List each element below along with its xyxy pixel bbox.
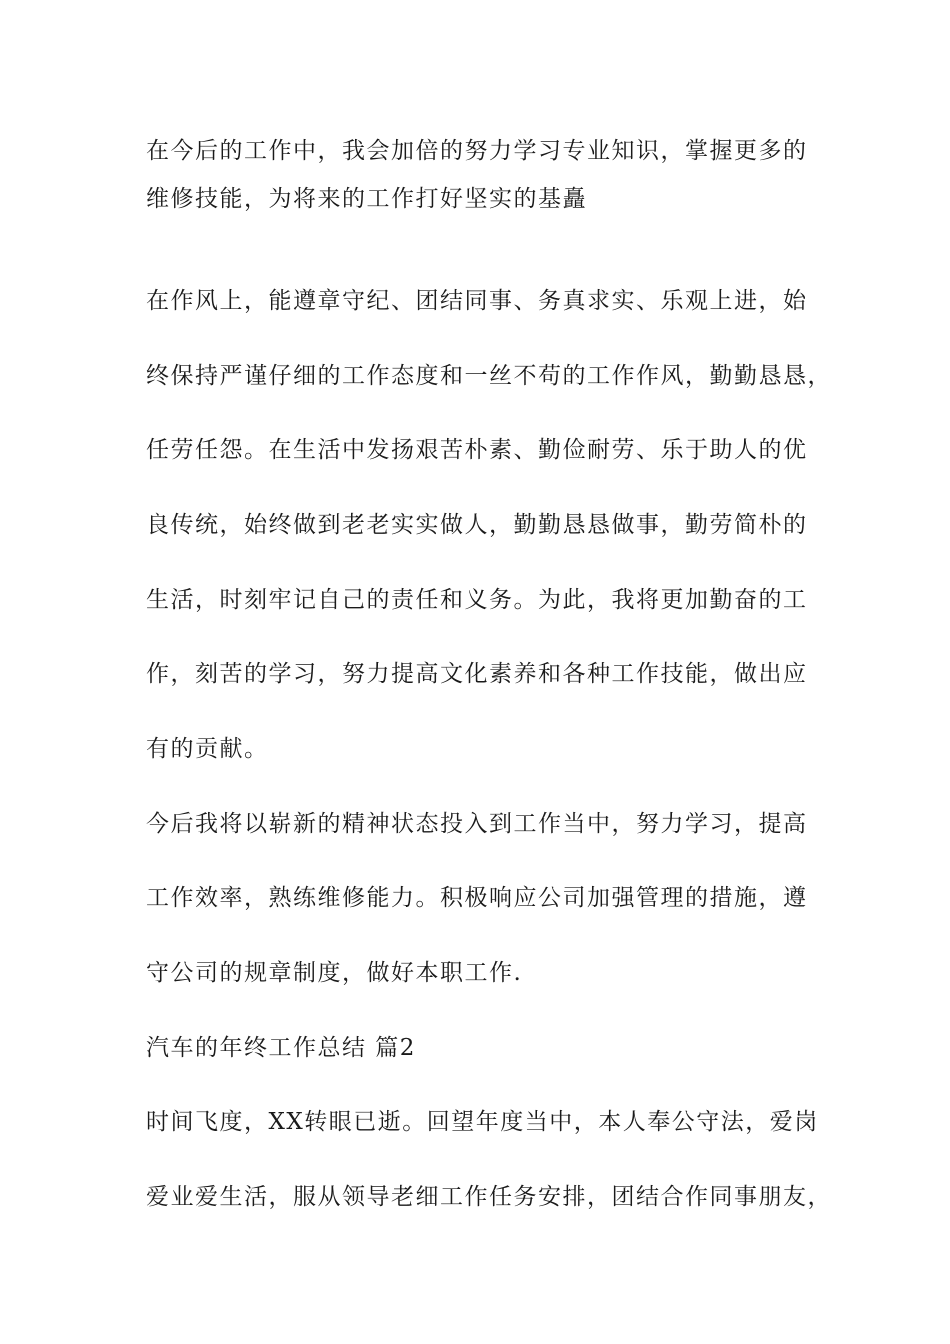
text-line: 今后我将以崭新的精神状态投入到工作当中，努力学习，提高 [146, 811, 808, 837]
text-line: 良传统，始终做到老老实实做人，勤勤恳恳做事，勤劳简朴的 [146, 512, 808, 538]
text-line: 有的贡献。 [146, 736, 269, 762]
text-line: 作，刻苦的学习，努力提高文化素养和各种工作技能，做出应 [146, 661, 808, 687]
text-line: 终保持严谨仔细的工作态度和一丝不苟的工作作风，勤勤恳恳， [146, 363, 832, 389]
text-line: 在今后的工作中，我会加倍的努力学习专业知识，掌握更多的 [146, 138, 808, 164]
text-line: 工作效率，熟练维修能力。积极响应公司加强管理的措施，遵 [146, 885, 808, 911]
text-line: 任劳任怨。在生活中发扬艰苦朴素、勤俭耐劳、乐于助人的优 [146, 437, 808, 463]
text-line: 时间飞度，XX转眼已逝。回望年度当中，本人奉公守法，爱岗 [146, 1109, 819, 1135]
text-line: 在作风上，能遵章守纪、团结同事、务真求实、乐观上进，始 [146, 288, 808, 314]
section-heading: 汽车的年终工作总结 篇2 [146, 1035, 416, 1061]
text-line: 生活，时刻牢记自己的责任和义务。为此，我将更加勤奋的工 [146, 587, 808, 613]
text-line: 爱业爱生活，服从领导老细工作任务安排，团结合作同事朋友， [146, 1184, 832, 1210]
text-line: 守公司的规章制度，做好本职工作. [146, 960, 523, 986]
text-line: 维修技能，为将来的工作打好坚实的基矗 [146, 186, 587, 212]
